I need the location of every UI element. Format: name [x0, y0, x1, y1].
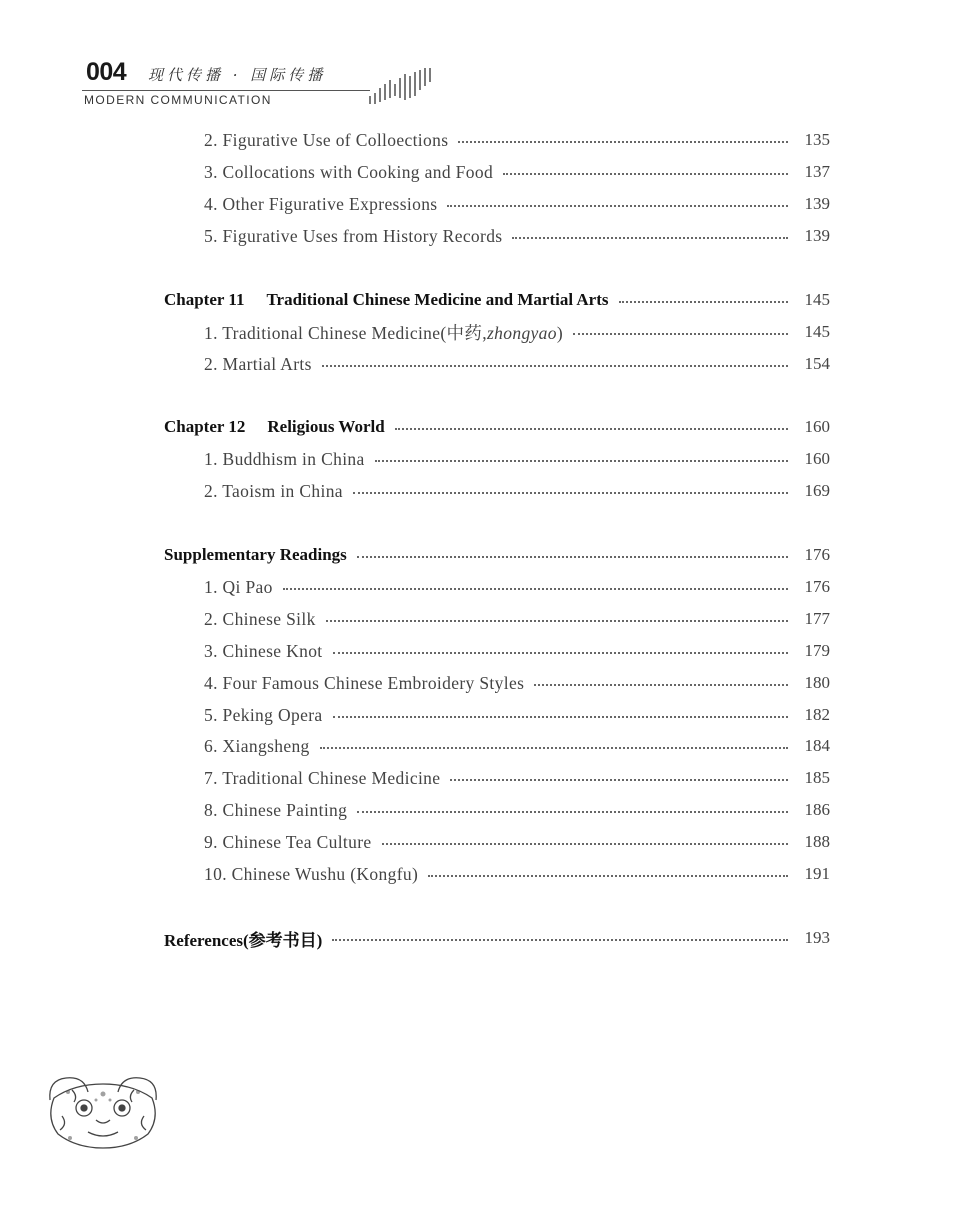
chapter-title: Religious World [267, 417, 385, 436]
chapter-number: Chapter 11 [164, 290, 245, 309]
chapter-title: Traditional Chinese Medicine and Martial Arts [266, 290, 609, 309]
leader-dots [283, 588, 788, 590]
toc-page-number: 145 [804, 322, 830, 341]
toc-page-number: 188 [804, 832, 830, 851]
toc-entry[interactable] [204, 606, 830, 632]
page-number: 004 [86, 58, 127, 86]
toc-entry[interactable] [204, 574, 830, 600]
toc-page-number: 182 [804, 705, 830, 724]
tiger-emblem-icon [44, 1070, 162, 1150]
leader-dots [428, 875, 788, 877]
toc-entry-label: 6. Xiangsheng [204, 735, 310, 756]
toc-page-number: 169 [804, 481, 830, 500]
leader-dots [357, 556, 788, 558]
toc-entry[interactable] [204, 797, 830, 823]
toc-entry[interactable] [204, 319, 830, 345]
toc-page-number: 176 [804, 545, 830, 564]
toc-entry[interactable] [204, 670, 830, 696]
section-title: References(参考书目) [164, 930, 323, 950]
toc-entry-label: 2. Martial Arts [204, 353, 312, 374]
leader-dots [333, 652, 788, 654]
toc-page-number: 139 [804, 194, 830, 213]
toc-entry-label: 3. Collocations with Cooking and Food [204, 161, 494, 182]
toc-entry[interactable] [204, 351, 830, 377]
toc-entry[interactable] [204, 702, 830, 728]
toc-page-number: 176 [804, 577, 830, 596]
toc-entry-label: 2. Chinese Silk [204, 608, 316, 629]
toc-entry-label: 2. Taoism in China [204, 480, 343, 501]
toc-supplementary-readings[interactable] [164, 542, 830, 568]
toc-entry-label: 2. Figurative Use of Colloections [204, 129, 449, 150]
leader-dots [382, 843, 788, 845]
toc-entry-label: 7. Traditional Chinese Medicine [204, 767, 441, 788]
toc-entry[interactable] [204, 159, 830, 185]
toc-entry-label: 1. Buddhism in China [204, 448, 365, 469]
toc-entry-label: 1. Traditional Chinese Medicine(中药,zhongyao) [204, 322, 564, 343]
leader-dots [326, 620, 788, 622]
toc-page-number: 160 [804, 449, 830, 468]
leader-dots [322, 365, 788, 367]
toc-entry[interactable] [204, 765, 830, 791]
leader-dots [353, 492, 788, 494]
toc-entry-label: 4. Four Famous Chinese Embroidery Styles [204, 672, 525, 693]
toc-entry[interactable] [204, 733, 830, 759]
toc-page-number: 145 [804, 290, 830, 309]
toc-entry-label: 9. Chinese Tea Culture [204, 831, 372, 852]
toc-page-number: 179 [804, 641, 830, 660]
toc-entry-label: 4. Other Figurative Expressions [204, 193, 438, 214]
toc-page-number: 180 [804, 673, 830, 692]
toc-chapter-12[interactable] [164, 414, 830, 440]
leader-dots [333, 716, 789, 718]
toc-page-number: 137 [804, 162, 830, 181]
toc-entry-label: 5. Peking Opera [204, 704, 323, 725]
leader-dots [447, 205, 788, 207]
toc-chapter-11[interactable] [164, 287, 830, 313]
toc-page-number: 184 [804, 736, 830, 755]
toc-entry[interactable] [204, 223, 830, 249]
toc-entry[interactable] [204, 861, 830, 887]
toc-references[interactable] [164, 925, 830, 951]
section-title: Supplementary Readings [164, 545, 347, 564]
leader-dots [458, 141, 788, 143]
leader-dots [332, 939, 788, 941]
series-subtitle: MODERN COMMUNICATION [84, 93, 272, 107]
toc-page-number: 154 [804, 354, 830, 373]
toc-entry-label: 10. Chinese Wushu (Kongfu) [204, 863, 419, 884]
leader-dots [320, 747, 788, 749]
leader-dots [450, 779, 788, 781]
toc-entry-label: 8. Chinese Painting [204, 799, 348, 820]
toc-entry-label: 1. Qi Pao [204, 576, 273, 597]
toc-entry-label: 3. Chinese Knot [204, 640, 323, 661]
toc-page-number: 186 [804, 800, 830, 819]
series-title: 现代传播 · 国际传播 [148, 66, 327, 84]
toc-page-number: 139 [804, 226, 830, 245]
leader-dots [573, 333, 788, 335]
toc-entry[interactable] [204, 446, 830, 472]
toc-page-number: 191 [804, 864, 830, 883]
leader-dots [619, 301, 789, 303]
toc-page-number: 160 [804, 417, 830, 436]
leader-dots [357, 811, 788, 813]
chapter-number: Chapter 12 [164, 417, 246, 436]
toc-entry[interactable] [204, 127, 830, 153]
leader-dots [512, 237, 788, 239]
toc-entry[interactable] [204, 829, 830, 855]
leader-dots [395, 428, 788, 430]
leader-dots [534, 684, 788, 686]
toc-entry[interactable] [204, 478, 830, 504]
toc-page-number: 193 [804, 928, 830, 947]
leader-dots [503, 173, 788, 175]
leader-dots [375, 460, 788, 462]
toc-entry[interactable] [204, 191, 830, 217]
toc-entry-label: 5. Figurative Uses from History Records [204, 225, 503, 246]
toc-page-number: 185 [804, 768, 830, 787]
toc-page-number: 177 [804, 609, 830, 628]
toc-page-number: 135 [804, 130, 830, 149]
toc-entry[interactable] [204, 638, 830, 664]
